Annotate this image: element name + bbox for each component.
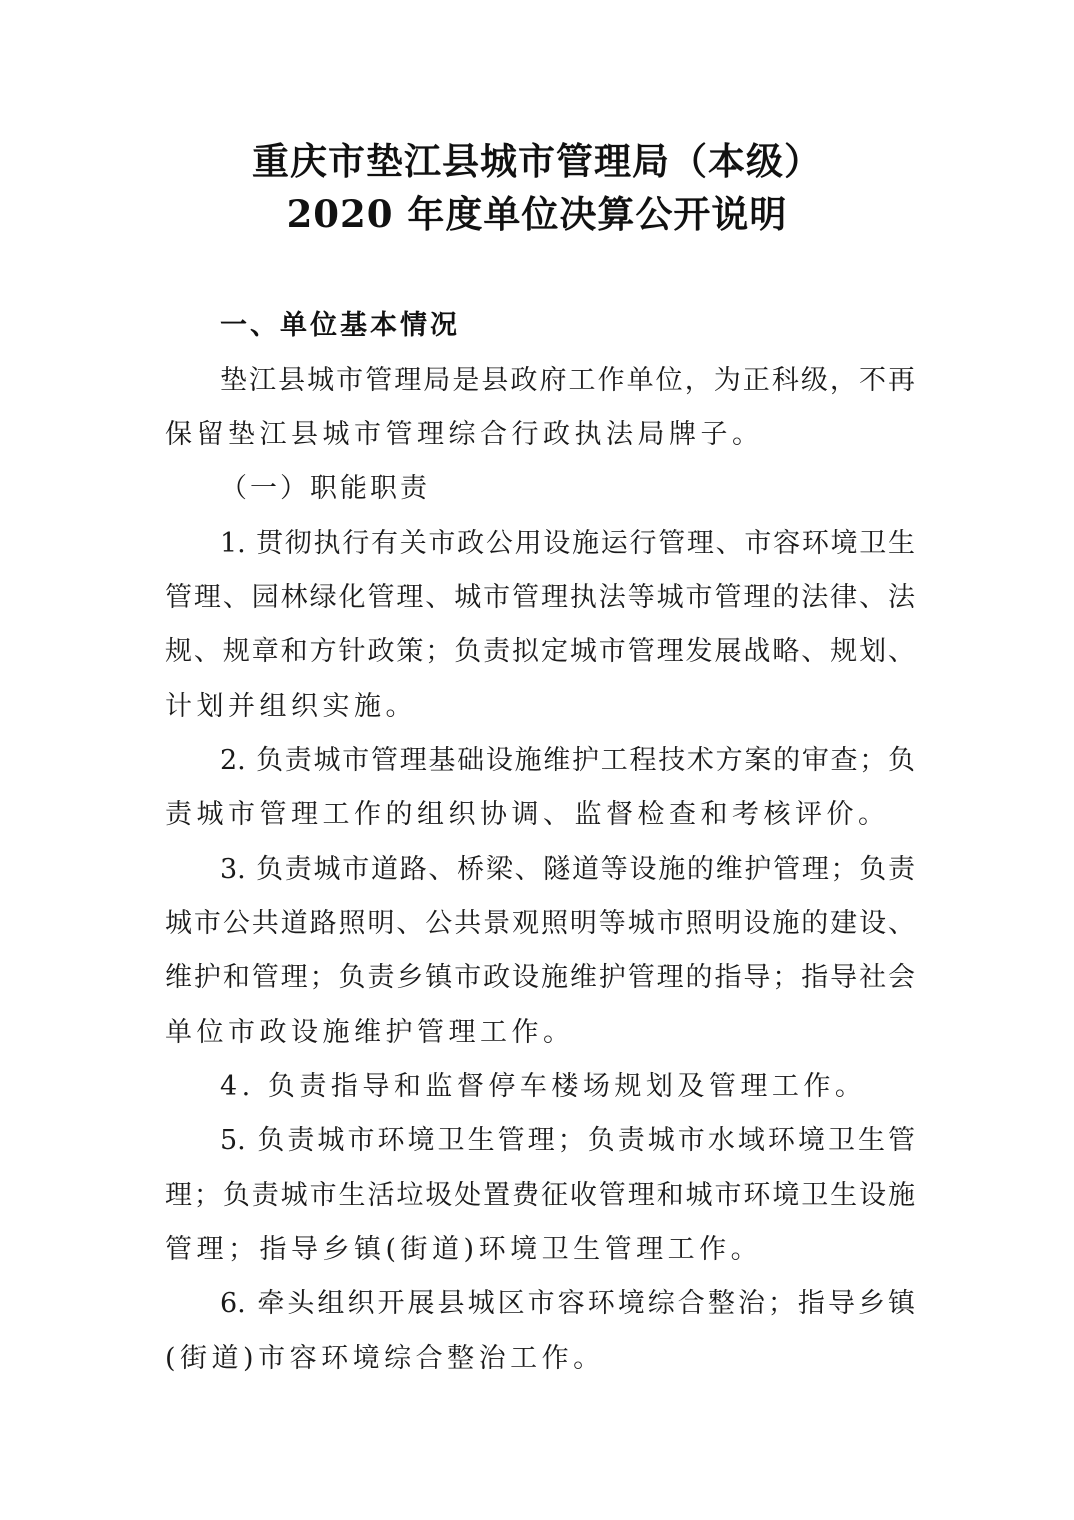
paragraph-line: (街道)市容环境综合整治工作。 xyxy=(165,1343,605,1374)
paragraph-line: 维护和管理；负责乡镇市政设施维护管理的指导；指导社会 xyxy=(165,962,915,993)
paragraph-line: 2. 负责城市管理基础设施维护工程技术方案的审查；负 xyxy=(220,745,915,776)
paragraph-line: 规、规章和方针政策；负责拟定城市管理发展战略、规划、 xyxy=(165,636,915,667)
paragraph-line: 保留垫江县城市管理综合行政执法局牌子。 xyxy=(165,419,764,450)
paragraph-line: 理；负责城市生活垃圾处置费征收管理和城市环境卫生设施 xyxy=(165,1180,915,1211)
paragraph-line: 单位市政设施维护管理工作。 xyxy=(165,1017,575,1048)
paragraph-line: 5. 负责城市环境卫生管理；负责城市水域环境卫生管 xyxy=(220,1125,915,1156)
paragraph-line: 管理、园林绿化管理、城市管理执法等城市管理的法律、法 xyxy=(165,582,915,613)
paragraph-line: 4. 负责指导和监督停车楼场规划及管理工作。 xyxy=(220,1071,867,1102)
paragraph-line: 责城市管理工作的组织协调、监督检查和考核评价。 xyxy=(165,799,890,830)
paragraph-line: 垫江县城市管理局是县政府工作单位，为正科级，不再 xyxy=(220,365,915,396)
paragraph-line: 管理；指导乡镇(街道)环境卫生管理工作。 xyxy=(165,1234,763,1265)
paragraph-line: 1. 贯彻执行有关市政公用设施运行管理、市容环境卫生 xyxy=(220,528,915,559)
paragraph-line: 计划并组织实施。 xyxy=(165,691,417,722)
subsection-heading: （一）职能职责 xyxy=(220,473,430,504)
paragraph-line: 3. 负责城市道路、桥梁、隧道等设施的维护管理；负责 xyxy=(220,854,915,885)
document-title-line1: 重庆市垫江县城市管理局（本级） xyxy=(252,139,822,183)
paragraph-line: 城市公共道路照明、公共景观照明等城市照明设施的建设、 xyxy=(165,908,915,939)
paragraph-line: 6. 牵头组织开展县城区市容环境综合整治；指导乡镇 xyxy=(220,1288,915,1319)
section-heading: 一、单位基本情况 xyxy=(220,310,460,341)
document-title-line2: 2020 年度单位决算公开说明 xyxy=(286,192,788,236)
